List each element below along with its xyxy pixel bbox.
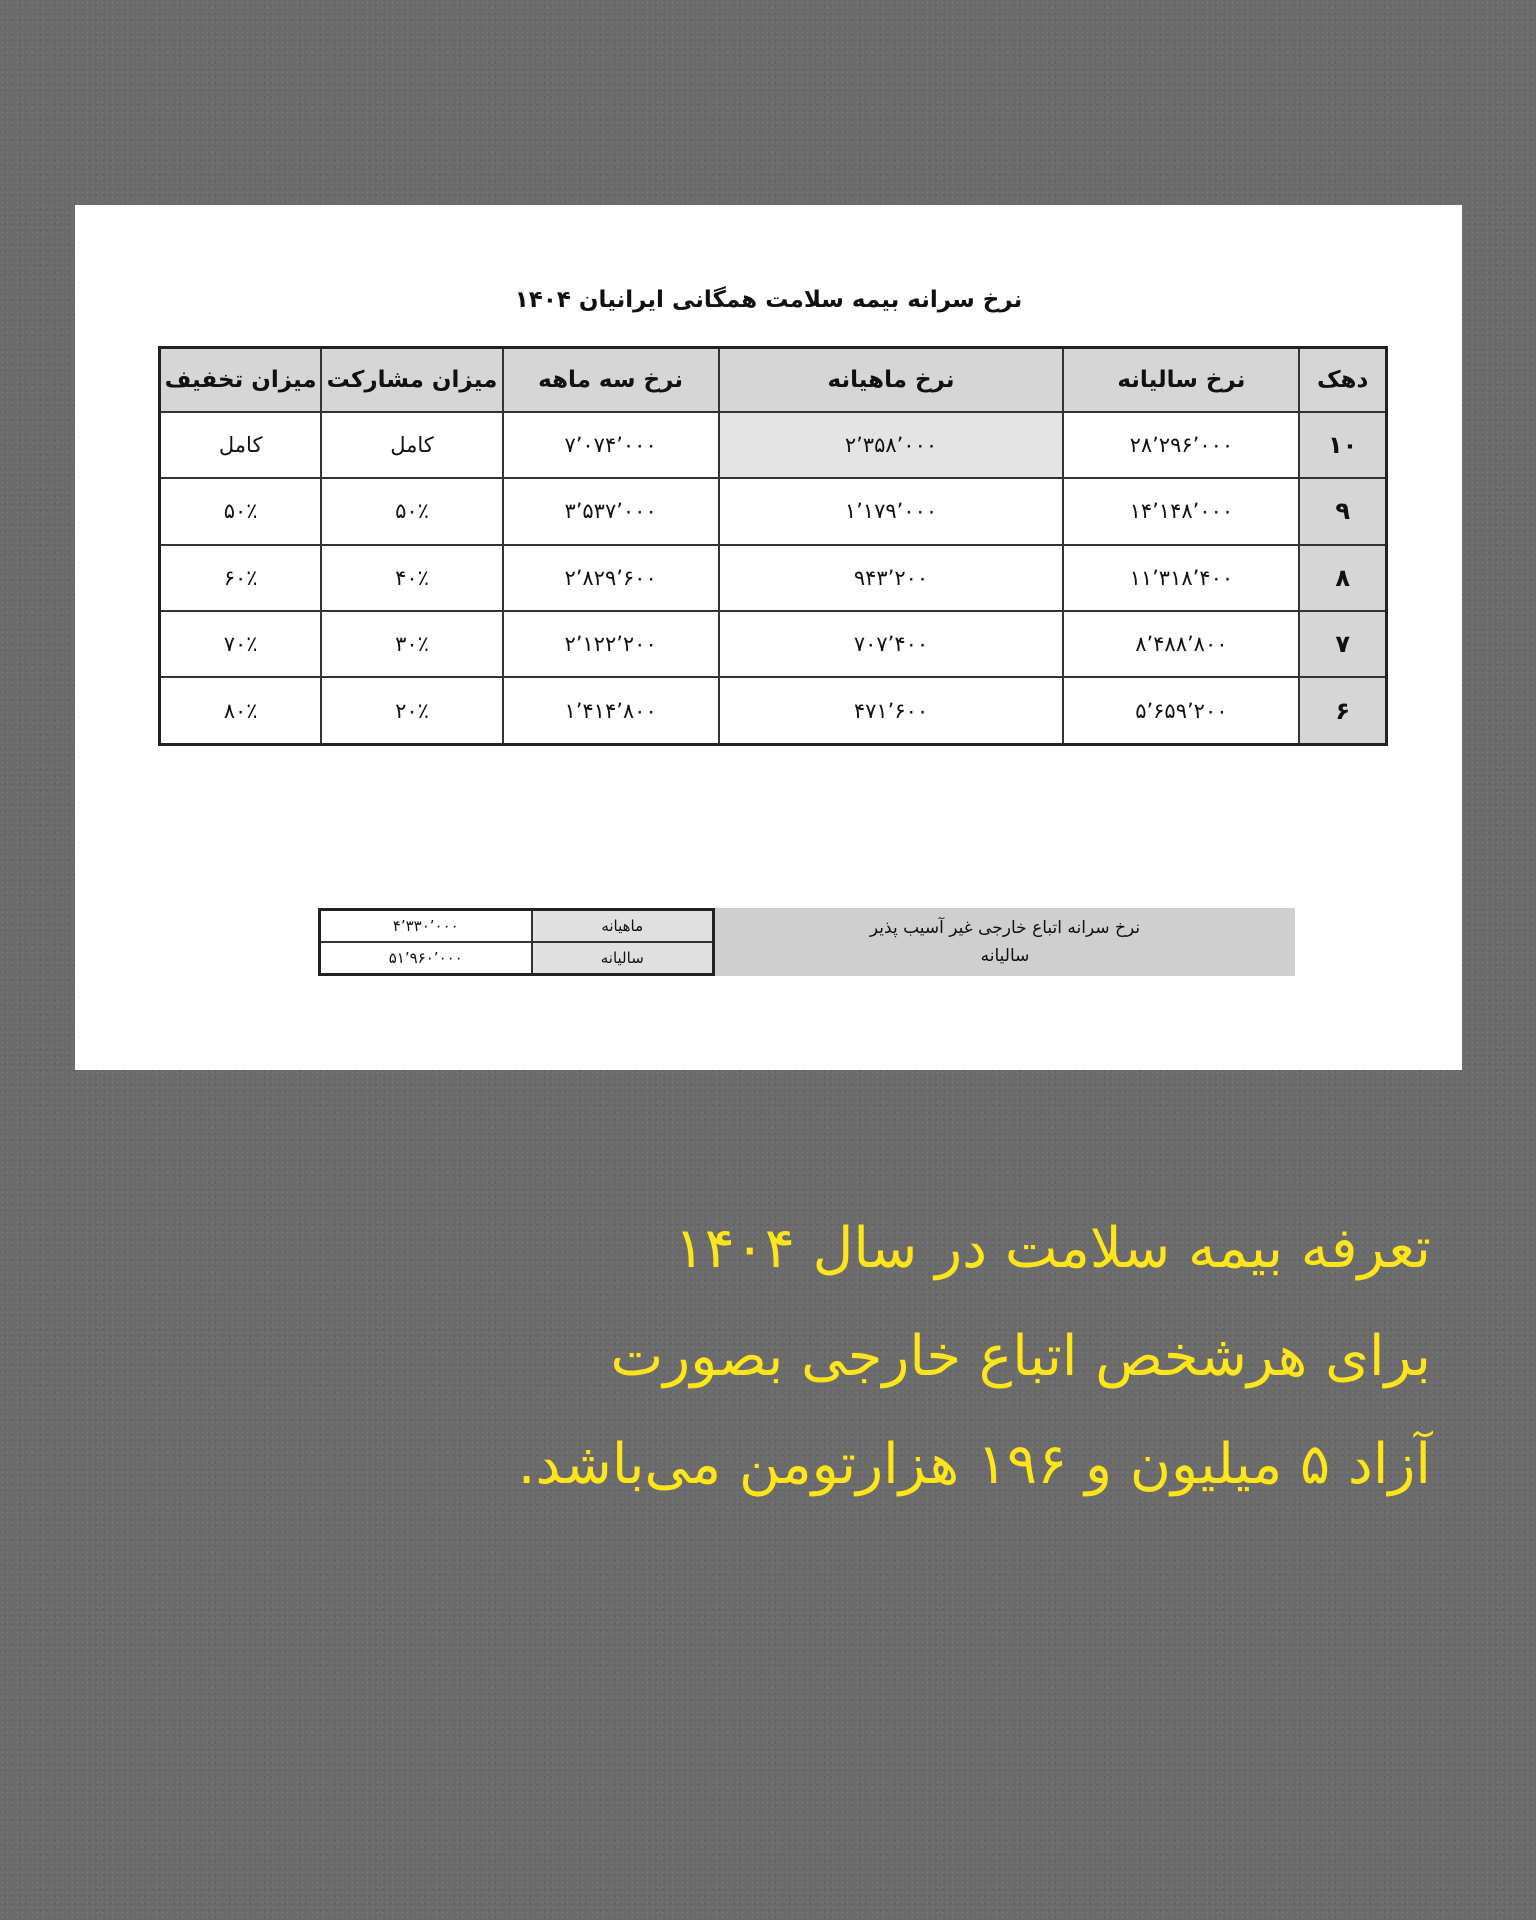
cell-quarterly: ۲٬۸۲۹٬۶۰۰ <box>503 545 719 611</box>
cell-annual: ۲۸٬۲۹۶٬۰۰۰ <box>1063 412 1299 478</box>
caption-line-3: آزاد ۵ میلیون و ۱۹۶ هزارتومن می‌باشد. <box>517 1432 1431 1497</box>
scanned-document <box>75 205 1462 1070</box>
foreign-annual-value: ۵۱٬۹۶۰٬۰۰۰ <box>320 942 532 975</box>
cell-group: ۸ <box>1299 545 1386 611</box>
foreign-rate-table <box>318 908 715 976</box>
cell-discount: کامل <box>160 412 322 478</box>
cell-quarterly: ۳٬۵۳۷٬۰۰۰ <box>503 478 719 544</box>
table-row <box>160 478 1387 544</box>
cell-monthly: ۱٬۱۷۹٬۰۰۰ <box>719 478 1064 544</box>
premium-rates-table <box>158 346 1388 746</box>
cell-annual: ۸٬۴۸۸٬۸۰۰ <box>1063 611 1299 677</box>
document-title: نرخ سرانه بیمه سلامت همگانی ایرانیان ۱۴۰۴ <box>514 287 1023 313</box>
cell-monthly: ۷۰۷٬۴۰۰ <box>719 611 1064 677</box>
cell-monthly: ۲٬۳۵۸٬۰۰۰ <box>719 412 1064 478</box>
table-row <box>160 677 1387 744</box>
cell-quarterly: ۱٬۴۱۴٬۸۰۰ <box>503 677 719 744</box>
cell-share: ۴۰٪ <box>321 545 502 611</box>
table-row <box>160 545 1387 611</box>
table-row <box>320 942 714 975</box>
cell-annual: ۱۱٬۳۱۸٬۴۰۰ <box>1063 545 1299 611</box>
caption-line-2: برای هرشخص اتباع خارجی بصورت <box>610 1324 1431 1389</box>
header-group: دهک <box>1299 348 1386 413</box>
cell-annual: ۱۴٬۱۴۸٬۰۰۰ <box>1063 478 1299 544</box>
cell-discount: ۷۰٪ <box>160 611 322 677</box>
foreign-annual-label: سالیانه <box>532 942 714 975</box>
cell-quarterly: ۷٬۰۷۴٬۰۰۰ <box>503 412 719 478</box>
cell-monthly: ۹۴۳٬۲۰۰ <box>719 545 1064 611</box>
cell-share: ۳۰٪ <box>321 611 502 677</box>
cell-annual: ۵٬۶۵۹٬۲۰۰ <box>1063 677 1299 744</box>
table-row <box>160 611 1387 677</box>
foreign-label-line2: سالیانه <box>980 946 1030 966</box>
cell-share: کامل <box>321 412 502 478</box>
cell-monthly: ۴۷۱٬۶۰۰ <box>719 677 1064 744</box>
foreign-rate-label <box>715 908 1295 976</box>
foreign-label-line1: نرخ سرانه اتباع خارجی غیر آسیب پذیر <box>869 918 1141 938</box>
cell-quarterly: ۲٬۱۲۲٬۲۰۰ <box>503 611 719 677</box>
foreign-monthly-value: ۴٬۳۳۰٬۰۰۰ <box>320 910 532 943</box>
table-header-row <box>160 348 1387 413</box>
caption-line-1: تعرفه بیمه سلامت در سال ۱۴۰۴ <box>674 1216 1431 1281</box>
cell-discount: ۸۰٪ <box>160 677 322 744</box>
cell-group: ۷ <box>1299 611 1386 677</box>
header-annual: نرخ سالیانه <box>1063 348 1299 413</box>
cell-share: ۲۰٪ <box>321 677 502 744</box>
table-row <box>320 910 714 943</box>
header-discount: میزان تخفیف <box>160 348 322 413</box>
header-quarterly: نرخ سه ماهه <box>503 348 719 413</box>
cell-share: ۵۰٪ <box>321 478 502 544</box>
cell-discount: ۶۰٪ <box>160 545 322 611</box>
cell-group: ۶ <box>1299 677 1386 744</box>
table-row <box>160 412 1387 478</box>
cell-group: ۱۰ <box>1299 412 1386 478</box>
cell-discount: ۵۰٪ <box>160 478 322 544</box>
cell-group: ۹ <box>1299 478 1386 544</box>
foreign-monthly-label: ماهیانه <box>532 910 714 943</box>
header-share: میزان مشارکت <box>321 348 502 413</box>
caption-text <box>31 1195 1431 1519</box>
header-monthly: نرخ ماهیانه <box>719 348 1064 413</box>
